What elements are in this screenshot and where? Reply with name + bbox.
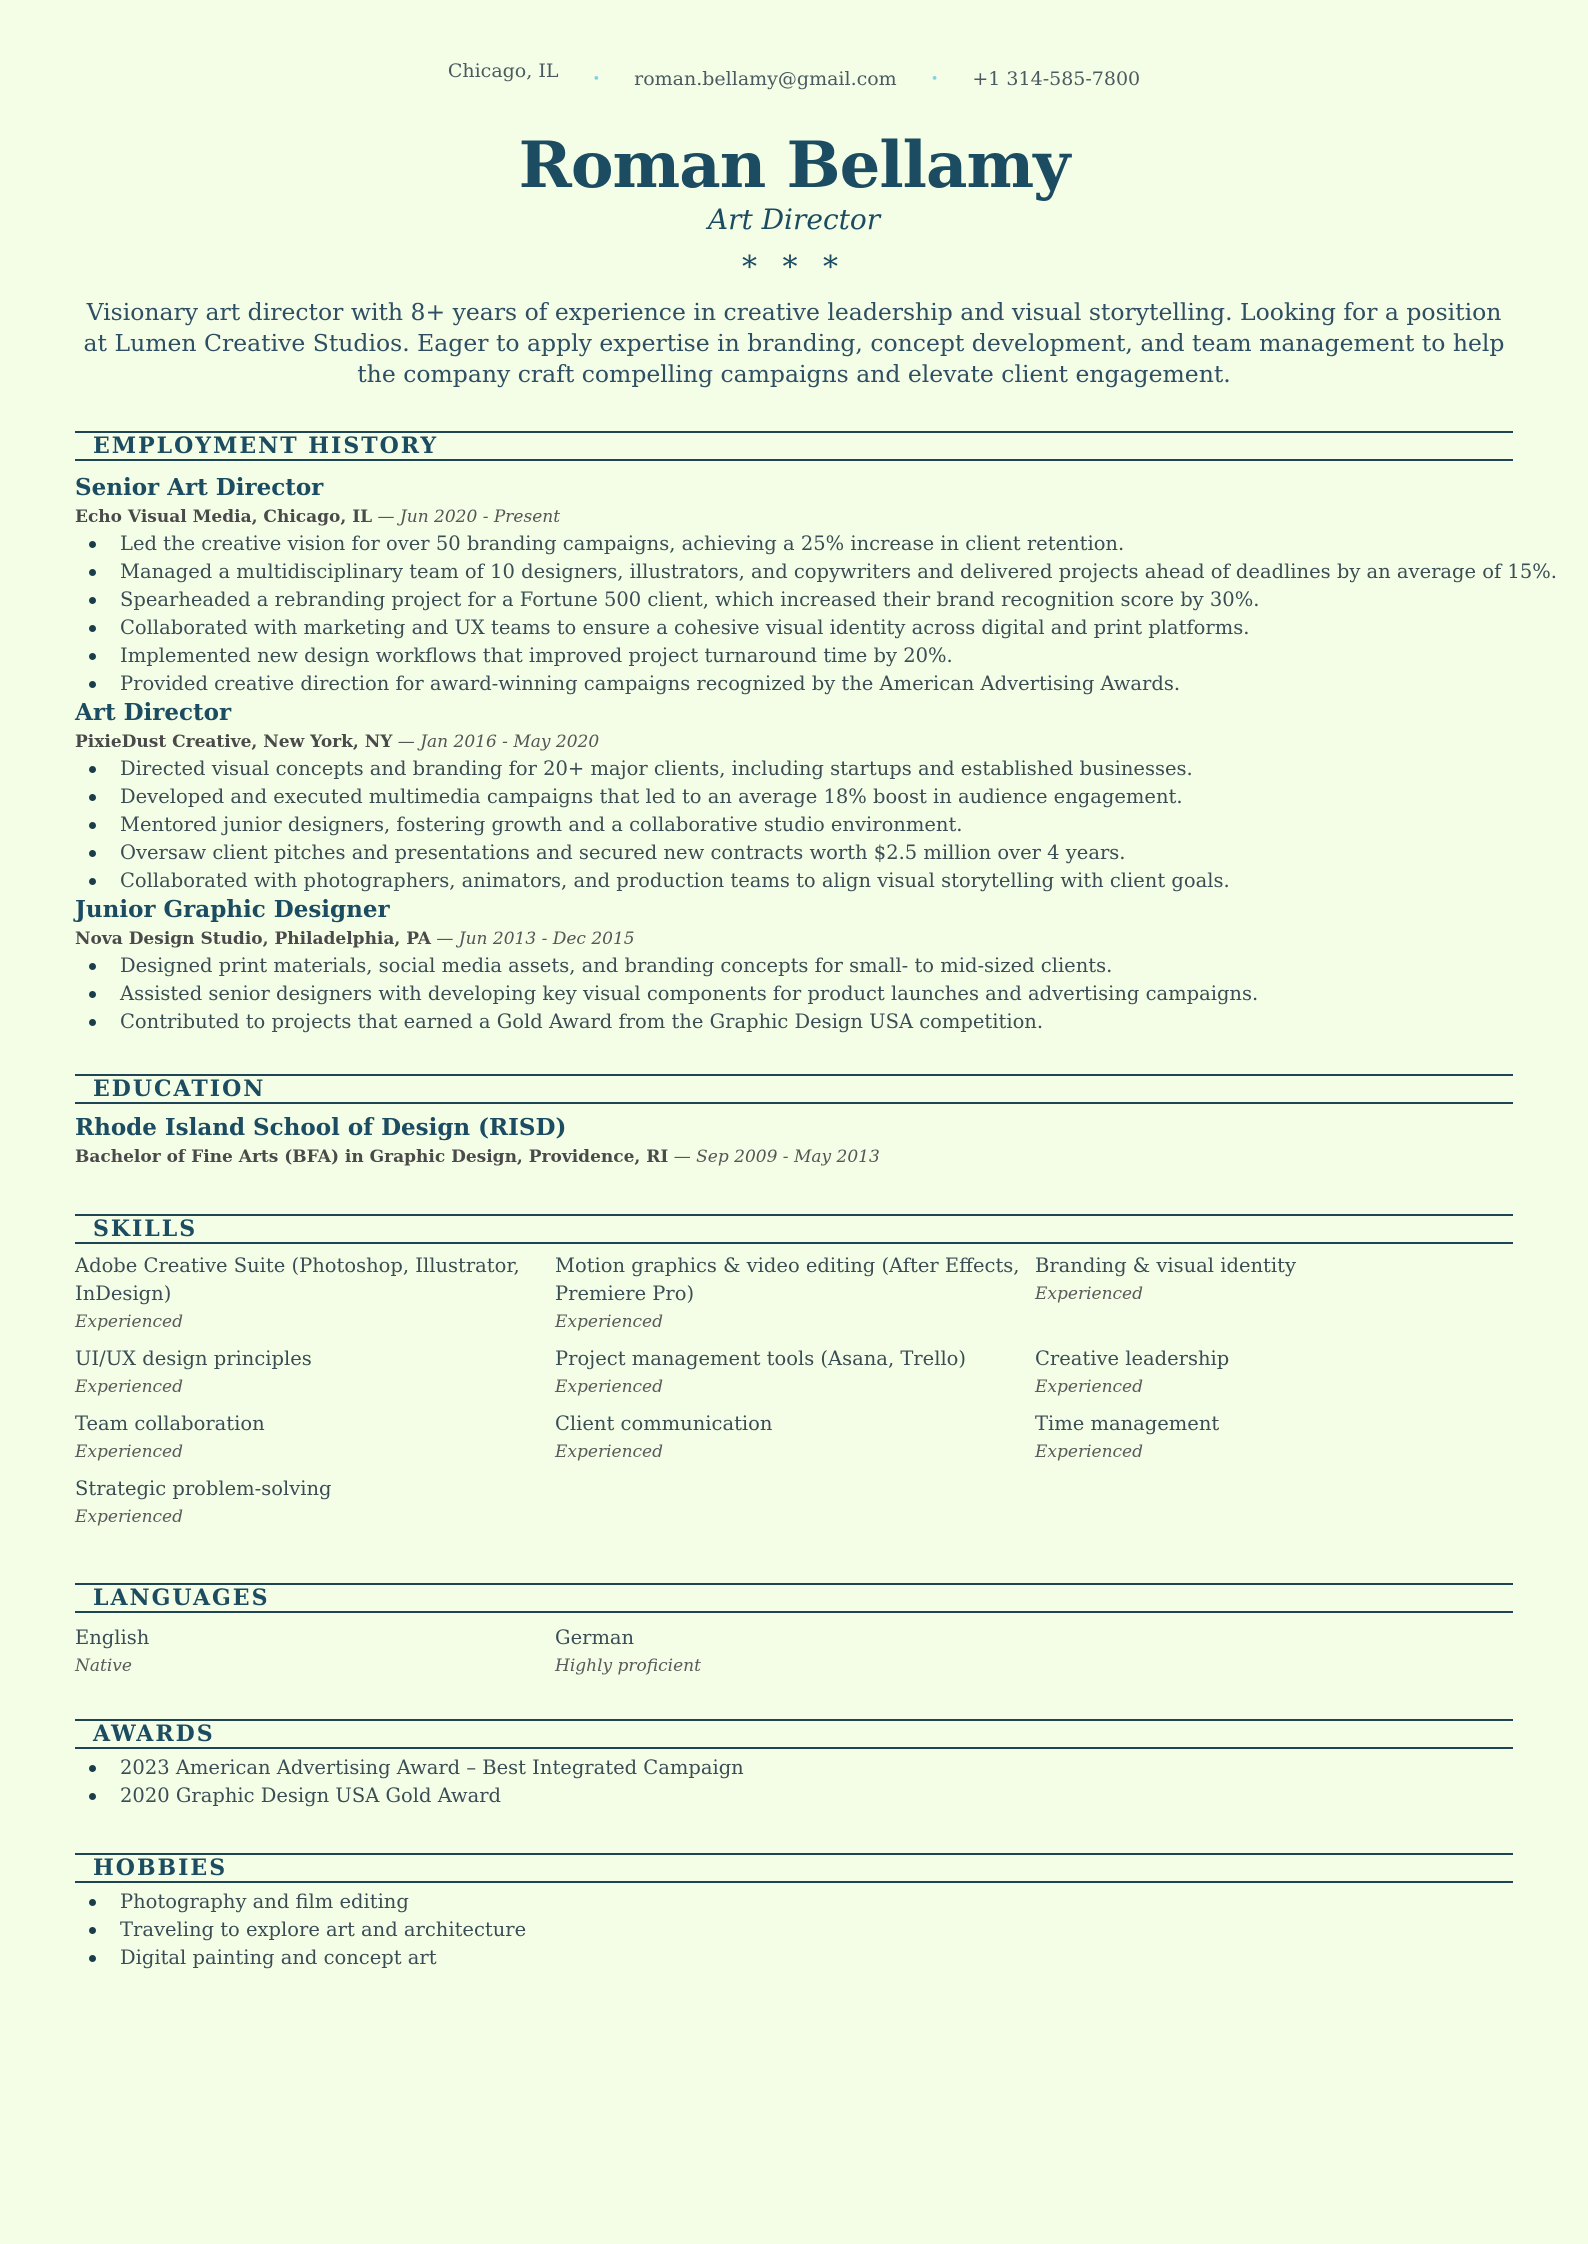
skill-level: Experienced (75, 1377, 183, 1397)
skill-item (1035, 1345, 1513, 1401)
list-item: Directed visual concepts and branding for 20+ major clients, including startups and established businesses. (75, 755, 1513, 783)
job-organization: PixieDust Creative, New York, NY (75, 732, 393, 752)
language-item (75, 1624, 555, 1680)
language-item (555, 1624, 1035, 1680)
skill-label: Strategic problem-solving (75, 1477, 332, 1500)
skill-label: Client communication (555, 1412, 773, 1435)
skill-label: Creative leadership (1035, 1347, 1230, 1370)
list-item: Contributed to projects that earned a Gold Award from the Graphic Design USA competition. (75, 1008, 1513, 1036)
skill-level: Experienced (75, 1507, 183, 1527)
skill-label: Time management (1035, 1412, 1220, 1435)
ornament-divider: * * * (741, 250, 847, 285)
contact-phone[interactable]: +1 314-585-7800 (972, 68, 1141, 90)
hobbies-list (75, 1888, 1513, 1972)
skill-level: Experienced (75, 1442, 183, 1462)
list-item: 2020 Graphic Design USA Gold Award (75, 1782, 1513, 1810)
job-dates: — Jan 2016 - May 2020 (392, 732, 600, 752)
language-level: Native (75, 1656, 132, 1676)
job-meta (75, 926, 1513, 952)
job-organization: Nova Design Studio, Philadelphia, PA (75, 929, 431, 949)
section-heading-awards: AWARDS (75, 1719, 1513, 1749)
skill-item (75, 1345, 555, 1401)
list-item: 2023 American Advertising Award – Best Integrated Campaign (75, 1754, 1513, 1782)
job-bullets (75, 952, 1513, 1036)
skill-level: Experienced (1035, 1377, 1143, 1397)
job-title: Junior Graphic Designer (75, 896, 390, 923)
job-entry (75, 894, 1513, 1036)
list-item: Photography and film editing (75, 1888, 1513, 1916)
school-name: Rhode Island School of Design (RISD) (75, 1114, 567, 1141)
skill-level: Experienced (75, 1312, 183, 1332)
job-title: Art Director (75, 699, 232, 726)
section-heading-languages: LANGUAGES (75, 1583, 1513, 1613)
job-meta (75, 729, 1513, 755)
job-entry (75, 697, 1513, 895)
awards-list (75, 1754, 1513, 1810)
language-label: German (555, 1626, 635, 1649)
skill-label: Adobe Creative Suite (Photoshop, Illustrator, InDesign) (75, 1254, 520, 1305)
contact-city: Chicago, IL (447, 60, 559, 82)
section-heading-hobbies: HOBBIES (75, 1853, 1513, 1883)
languages-grid (75, 1624, 1513, 1689)
list-item: Collaborated with photographers, animators, and production teams to align visual storytelling with client goals. (75, 867, 1513, 895)
list-item: Spearheaded a rebranding project for a Fortune 500 client, which increased their brand recognition score by 30%. (75, 586, 1513, 614)
job-meta (75, 504, 1513, 530)
skill-label: Branding & visual identity (1035, 1254, 1296, 1277)
job-dates: — Jun 2020 - Present (372, 507, 561, 527)
language-label: English (75, 1626, 150, 1649)
list-item: Led the creative vision for over 50 branding campaigns, achieving a 25% increase in client retention. (75, 530, 1513, 558)
degree-name: Bachelor of Fine Arts (BFA) in Graphic Design, Providence, RI (75, 1147, 669, 1167)
profile-summary: Visionary art director with 8+ years of experience in creative leadership and visual storytelling. Looking for a position at Lumen Creative Studios. Eager to apply expertise in branding, concept development, and team management to help the company craft compelling campaigns and elevate client engagement. (83, 298, 1505, 388)
candidate-name: Roman Bellamy (518, 128, 1070, 203)
skill-level: Experienced (1035, 1284, 1143, 1304)
separator-dot: • (592, 71, 601, 87)
list-item: Developed and executed multimedia campaigns that led to an average 18% boost in audience engagement. (75, 783, 1513, 811)
skill-level: Experienced (555, 1312, 663, 1332)
skill-item (555, 1252, 1035, 1336)
contact-email[interactable]: roman.bellamy@gmail.com (634, 68, 897, 90)
language-level: Highly proficient (555, 1656, 701, 1676)
skill-item (555, 1410, 1035, 1466)
job-bullets (75, 530, 1557, 698)
list-item: Traveling to explore art and architecture (75, 1916, 1513, 1944)
education-entry (75, 1112, 1513, 1170)
education-dates: — Sep 2009 - May 2013 (668, 1147, 880, 1167)
list-item: Digital painting and concept art (75, 1944, 1513, 1972)
list-item: Oversaw client pitches and presentations and secured new contracts worth $2.5 million over 4 years. (75, 839, 1513, 867)
skill-item (555, 1345, 1035, 1401)
skill-item (75, 1252, 555, 1336)
skills-grid (75, 1252, 1513, 1540)
list-item: Mentored junior designers, fostering growth and a collaborative studio environment. (75, 811, 1513, 839)
list-item: Managed a multidisciplinary team of 10 designers, illustrators, and copywriters and delivered projects ahead of deadlines by an average of 15%. (75, 558, 1513, 586)
section-heading-education: EDUCATION (75, 1074, 1513, 1104)
separator-dot: • (930, 71, 939, 87)
degree-meta (75, 1144, 1513, 1170)
skill-level: Experienced (555, 1377, 663, 1397)
list-item: Provided creative direction for award-winning campaigns recognized by the American Advertising Awards. (75, 670, 1513, 698)
skill-item (1035, 1410, 1513, 1466)
job-dates: — Jun 2013 - Dec 2015 (430, 929, 635, 949)
list-item: Collaborated with marketing and UX teams to ensure a cohesive visual identity across digital and print platforms. (75, 614, 1513, 642)
contact-bar (0, 60, 1588, 90)
candidate-role: Art Director (707, 203, 881, 236)
skill-item (75, 1410, 555, 1466)
section-heading-employment: EMPLOYMENT HISTORY (75, 431, 1513, 461)
list-item: Implemented new design workflows that improved project turnaround time by 20%. (75, 642, 1513, 670)
skill-label: UI/UX design principles (75, 1347, 312, 1370)
skill-label: Team collaboration (75, 1412, 265, 1435)
skill-item (1035, 1252, 1513, 1336)
skill-label: Motion graphics & video editing (After Effects, Premiere Pro) (555, 1254, 1020, 1305)
skill-label: Project management tools (Asana, Trello) (555, 1347, 967, 1370)
job-organization: Echo Visual Media, Chicago, IL (75, 507, 373, 527)
list-item: Designed print materials, social media assets, and branding concepts for small- to mid-sized clients. (75, 952, 1513, 980)
job-bullets (75, 755, 1513, 895)
list-item: Assisted senior designers with developing key visual components for product launches and advertising campaigns. (75, 980, 1513, 1008)
job-entry (75, 472, 1557, 698)
skill-level: Experienced (555, 1442, 663, 1462)
skill-level: Experienced (1035, 1442, 1143, 1462)
skill-item (75, 1475, 555, 1531)
job-title: Senior Art Director (75, 474, 324, 501)
section-heading-skills: SKILLS (75, 1214, 1513, 1244)
